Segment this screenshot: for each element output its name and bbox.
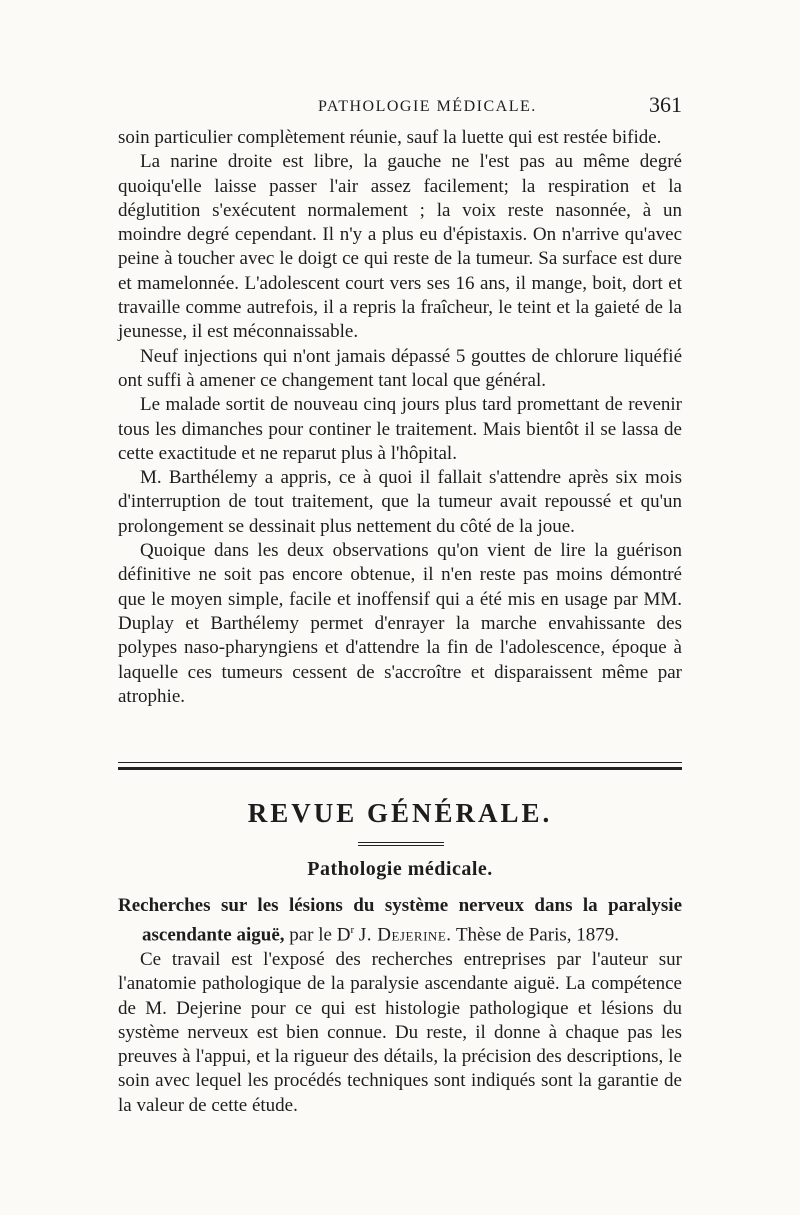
divider-thick-line (118, 767, 682, 770)
paragraph: Ce travail est l'exposé des recherches entreprises par l'auteur sur l'anatomie pathologique de la paralysie ascendante aiguë. La compétence de M. Dejerine pour ce qui est histologie pathologique et lésions du système nerveux est bien connue. Du reste, il donne à chaque pas les preuves à l'appui, et la rigueur des détails, la précision des descriptions, le soin avec lequel les procédés techniques sont indiqués sont la garantie de la valeur de cette étude. (118, 949, 682, 1116)
byline-superscript: r (350, 924, 355, 936)
article-text (118, 948, 682, 1118)
article-title-line1: Recherches sur les lésions du système nerveux dans la paralysie (118, 895, 682, 916)
paragraph: soin particulier complètement réunie, sauf la luette qui est restée bifide. (118, 127, 662, 148)
running-title: PATHOLOGIE MÉDICALE. (318, 98, 537, 115)
divider-thin-line (118, 762, 682, 763)
section-title: REVUE GÉNÉRALE. (247, 798, 553, 828)
paragraph: Neuf injections qui n'ont jamais dépassé 5 gouttes de chlorure liquéfié ont suffi à amener ce changement tant local que général. (118, 345, 682, 391)
byline-prefix: par le D (289, 924, 351, 946)
page-number: 361 (649, 92, 682, 117)
article-title-line2 (118, 918, 682, 947)
section-divider (118, 762, 682, 772)
title-underline (358, 842, 444, 847)
paragraph: Le malade sortit de nouveau cinq jours plus tard promettant de revenir tous les dimanches pour continer le traitement. Mais bientôt il se lassa de cette exactitude et ne reparut plus à l'hôpital. (118, 394, 682, 464)
subsection-title: Pathologie médicale. (307, 858, 493, 880)
paragraph: Quoique dans les deux observations qu'on vient de lire la guérison définitive ne soit pas encore obtenue, il n'en reste pas moins démontré que le moyen simple, facile et inoffensif qui a été mis en usage par MM. Duplay et Barthélemy permet d'enrayer la marche envahissante des polypes naso-pharyngiens et d'attendre la fin de l'adolescence, époque à laquelle ces tumeurs cessent de s'accroître et disparaissent même par atrophie. (118, 540, 682, 707)
paragraph: La narine droite est libre, la gauche ne l'est pas au même degré quoiqu'elle laisse passer l'air assez facilement; la respiration et la déglutition s'exécutent normalement ; la voix reste nasonnée, à un moindre degré cependant. Il n'y a plus eu d'épistaxis. On n'arrive qu'avec peine à toucher avec le doigt ce qui reste de la tumeur. Sa surface est dure et mamelonnée. L'adolescent court vers ses 16 ans, il mange, boit, dort et travaille comme autrefois, il a repris la fraîcheur, le teint et la gaieté de la jeunesse, il est méconnaissable. (118, 151, 682, 343)
article-author: J. Dejerine. (358, 924, 452, 946)
article-citation: Thèse de Paris, 1879. (455, 924, 619, 946)
paragraph: M. Barthélemy a appris, ce à quoi il fallait s'attendre après six mois d'interruption de tout traitement, que la tumeur avait repoussé et qu'un prolongement se dessinait plus nettement du côté de la joue. (118, 467, 682, 537)
page-header (118, 92, 682, 122)
article-title-end: ascendante aiguë, (142, 924, 285, 946)
body-text (118, 126, 682, 709)
article-heading (118, 893, 682, 947)
